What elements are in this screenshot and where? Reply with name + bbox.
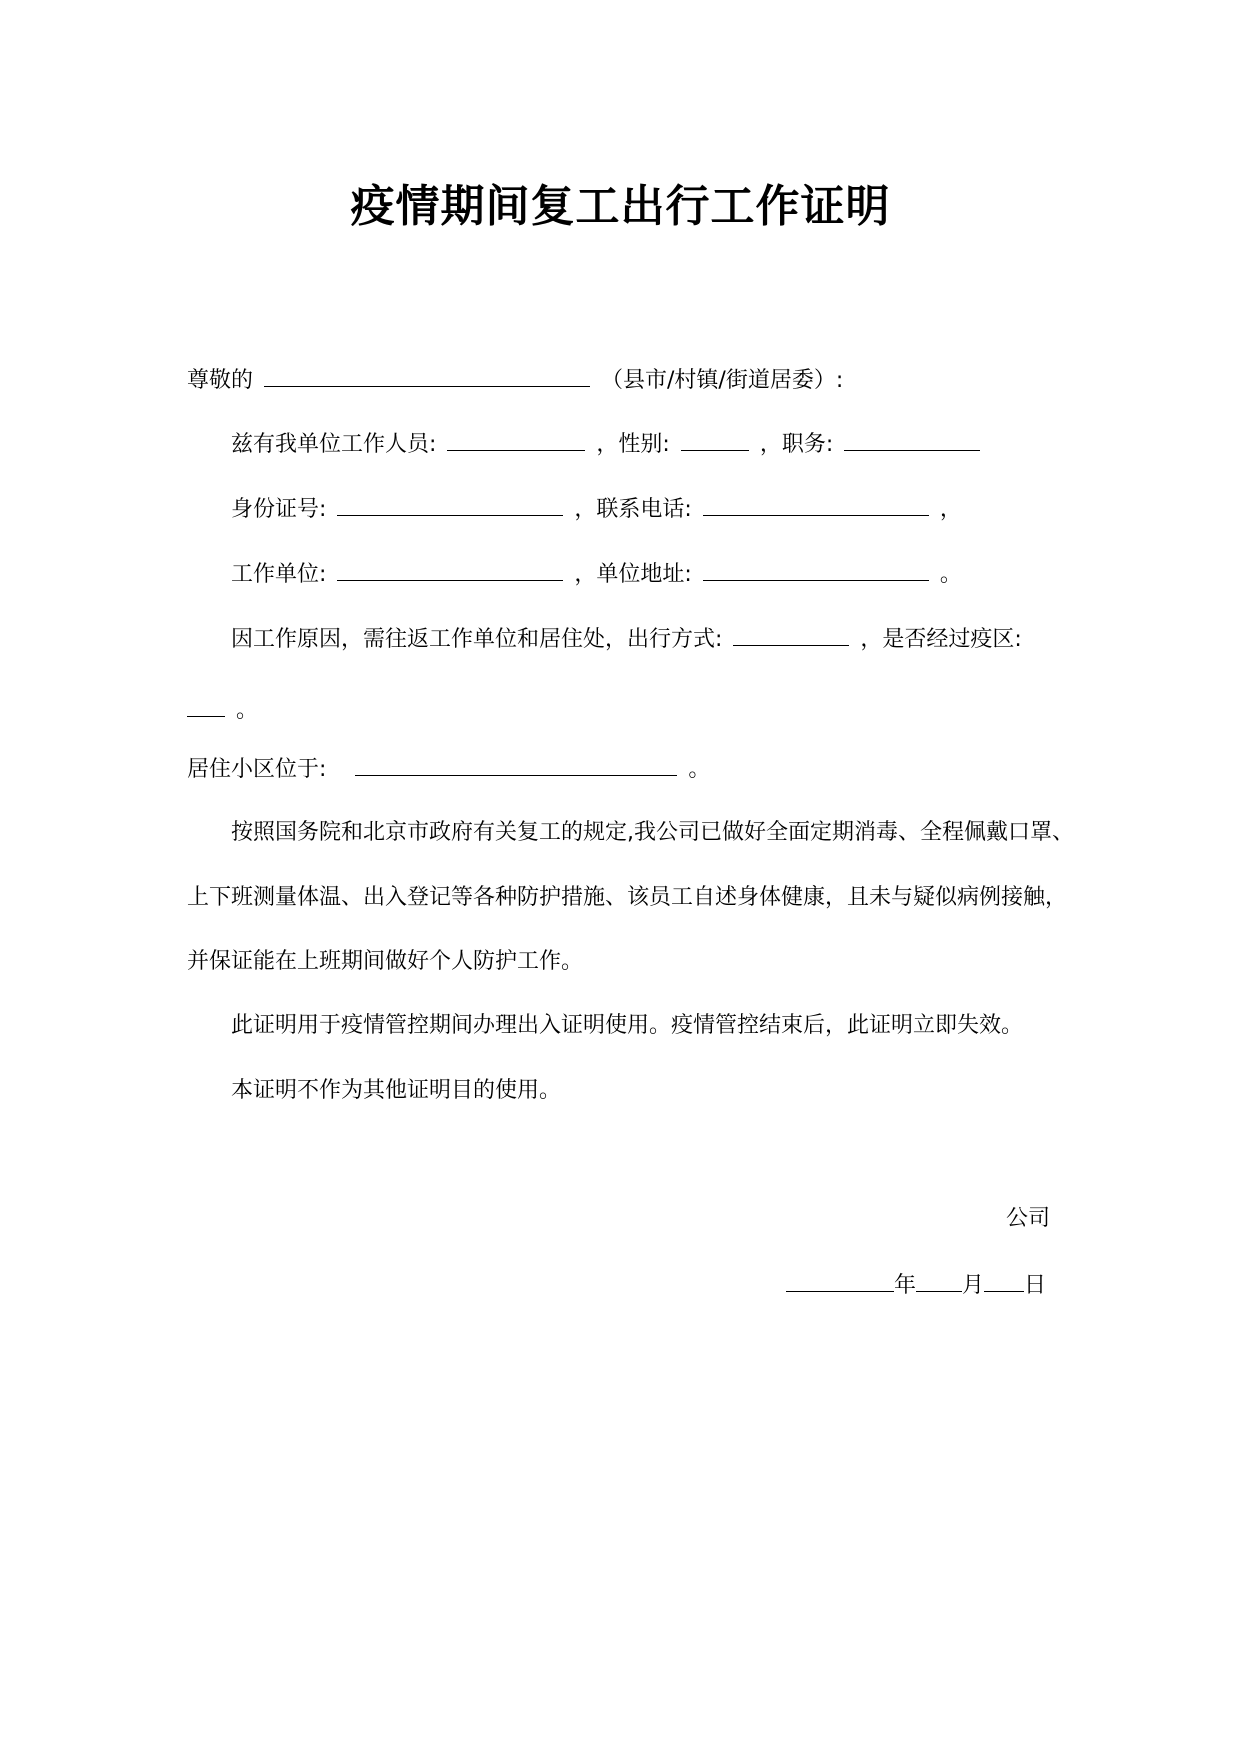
document-title: 疫情期间复工出行工作证明 <box>350 181 891 232</box>
month-label: 月 <box>962 1273 985 1298</box>
travel-text: 因工作原因，需往返工作单位和居住处，出行方式: <box>231 627 723 652</box>
phone-blank[interactable] <box>703 493 929 516</box>
residence-line <box>187 753 710 785</box>
position-label: ，职务: <box>759 432 834 457</box>
signature-company: 公司 <box>1005 1206 1050 1231</box>
unit-blank[interactable] <box>337 558 563 581</box>
id-phone-line <box>231 493 962 525</box>
paragraph-3: 本证明不作为其他证明目的使用。 <box>231 1078 562 1103</box>
travel-mode-blank[interactable] <box>733 623 849 646</box>
year-label: 年 <box>894 1273 917 1298</box>
residence-label: 居住小区位于: <box>187 757 327 782</box>
address-blank[interactable] <box>703 558 929 581</box>
paragraph-1-line-1: 按照国务院和北京市政府有关复工的规定,我公司已做好全面定期消毒、全程佩戴口罩、 <box>231 820 1074 845</box>
salutation-suffix: （县市/村镇/街道居委）: <box>601 368 844 393</box>
staff-name-blank[interactable] <box>447 428 585 451</box>
month-blank[interactable] <box>916 1269 962 1292</box>
gender-blank[interactable] <box>681 428 749 451</box>
authority-blank[interactable] <box>264 364 590 387</box>
id-number-blank[interactable] <box>337 493 563 516</box>
row5-end: 。 <box>236 698 259 723</box>
staff-info-line <box>231 428 984 460</box>
row3-end: 。 <box>939 562 962 587</box>
epidemic-answer-line <box>187 694 258 726</box>
year-blank[interactable] <box>786 1269 894 1292</box>
salutation-prefix: 尊敬的 <box>187 368 254 393</box>
paragraph-1-line-2: 上下班测量体温、出入登记等各种防护措施、该员工自述身体健康，且未与疑似病例接触， <box>187 885 1068 910</box>
id-label: 身份证号: <box>231 497 327 522</box>
epidemic-answer-blank[interactable] <box>187 694 225 717</box>
gender-label: ，性别: <box>596 432 670 457</box>
position-blank[interactable] <box>844 428 980 451</box>
address-label: ，单位地址: <box>574 562 692 587</box>
phone-label: ，联系电话: <box>574 497 692 522</box>
salutation-line <box>187 364 843 396</box>
travel-line <box>231 623 1022 655</box>
staff-label: 兹有我单位工作人员: <box>231 432 437 457</box>
epidemic-label: ，是否经过疫区: <box>860 627 1022 652</box>
row6-end: 。 <box>688 757 711 782</box>
signature-date-line <box>786 1269 1046 1301</box>
residence-blank[interactable] <box>355 753 677 776</box>
paragraph-1-line-3: 并保证能在上班期间做好个人防护工作。 <box>187 949 584 974</box>
paragraph-2: 此证明用于疫情管控期间办理出入证明使用。疫情管控结束后，此证明立即失效。 <box>231 1013 1024 1038</box>
unit-address-line <box>231 558 962 590</box>
row2-end: ， <box>939 497 962 522</box>
day-blank[interactable] <box>984 1269 1024 1292</box>
day-label: 日 <box>1024 1273 1047 1298</box>
unit-label: 工作单位: <box>231 562 327 587</box>
